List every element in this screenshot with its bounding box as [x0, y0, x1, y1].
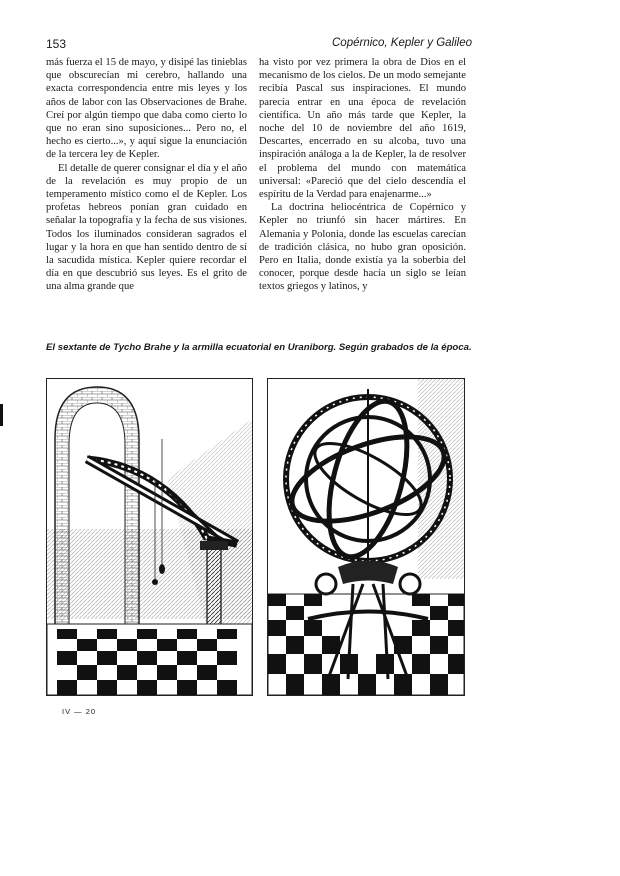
page-header [46, 37, 472, 51]
sextant-engraving-icon [46, 378, 253, 696]
left-text-column [46, 56, 247, 294]
right-paragraph-2: La doctrina heliocéntrica de Copérnico y Kepler no triunfó sin hacer mártires. En Alemania y Polonia, donde las escuelas carecían de tradición clásica, no hubo gran oposición. Pero en Italia, donde existía ya la soberbia del conocer, porque desde hacía un siglo se leían textos griegos y latinos, y [259, 202, 466, 293]
running-head: Copérnico, Kepler y Galileo [332, 37, 472, 49]
left-paragraph-1: más fuerza el 15 de mayo, y disipé las tinieblas que obscurecían mi cerebro, hallando una exacta correspondencia entre mis leyes y los años de labor con las Observaciones de Brahe. Creí por algún tiempo que daba como cierto lo que no eran sino suposiciones... Pero no, el hecho es cierto...», y aquí sigue la enunciación de la tercera ley de Kepler. [46, 57, 247, 161]
folio-signature: IV — 20 [62, 707, 97, 716]
armillary-sphere-engraving-icon [267, 378, 465, 696]
figure-caption: El sextante de Tycho Brahe y la armilla ecuatorial en Uraniborg. Según grabados de la época. [46, 342, 472, 353]
page-number: 153 [46, 37, 67, 51]
left-paragraph-2: El detalle de querer consignar el día y el año de la revelación es muy propio de un temperamento místico como el de Kepler. Los profetas hebreos ponían gran cuidado en señalar la topografía y la fecha de sus visiones. Todos los iluminados consideran sagrados el lugar y la hora en que han sentido dentro de sí la sacudida mística. Kepler quiere recordar el día en que descubrió sus leyes. Es el grito de una alma grande que [46, 162, 247, 293]
margin-mark [0, 404, 3, 426]
right-text-column [259, 56, 466, 294]
right-paragraph-1: ha visto por vez primera la obra de Dios en el mecanismo de los cielos. De un modo semejante recibía Pascal sus inspiraciones. El mundo parecía entrar en una época de revelación científica. Un año más tarde que Kepler, la noche del 10 de noviembre del año 1619, Descartes, encerrado en su alcoba, tuvo una inspiración análoga a la de Kepler, la de resolver el problema del mundo con matemática universal: «Pareció que del cielo descendía el espíritu de la Verdad para enajenarme...» [259, 57, 466, 201]
